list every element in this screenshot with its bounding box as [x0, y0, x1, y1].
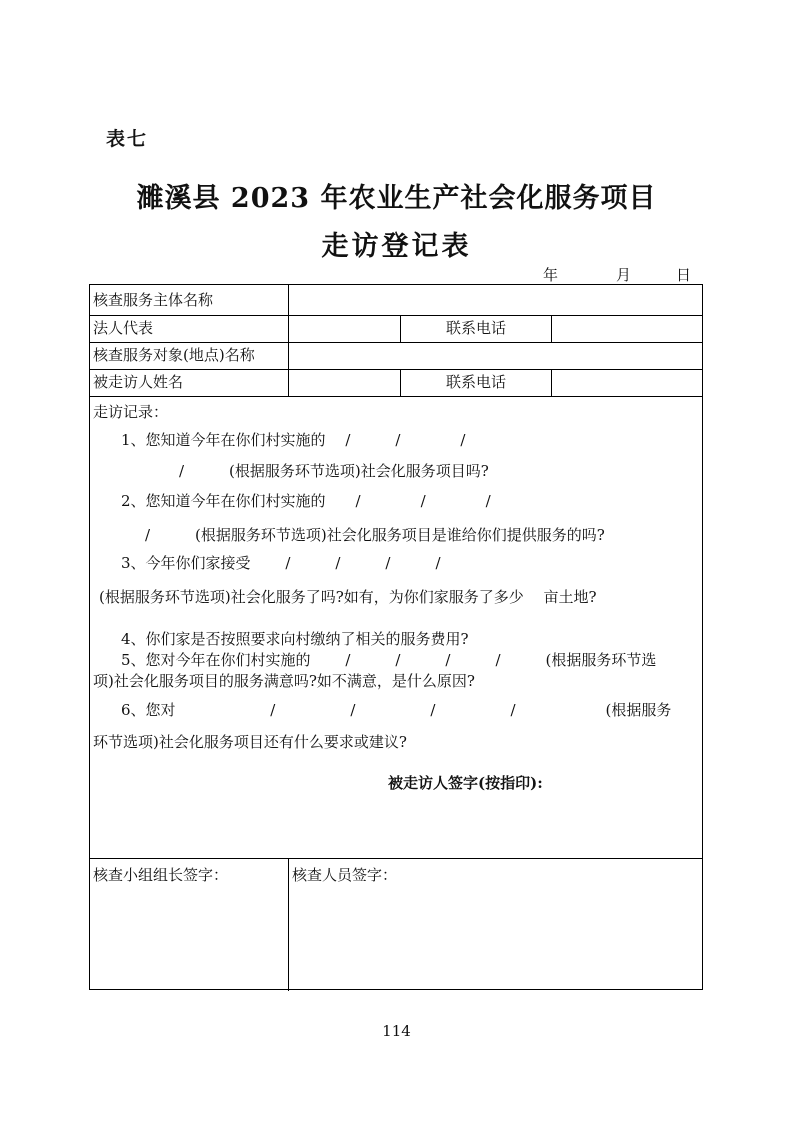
page-subtitle: 走访登记表 — [321, 231, 472, 262]
table-label: 表七 — [106, 128, 149, 150]
question-4: 4、你们家是否按照要求向村缴纳了相关的服务费用? — [121, 630, 469, 648]
column-divider — [288, 285, 289, 396]
subject-name-field[interactable] — [290, 287, 700, 313]
phone-label-1: 联系电话 — [445, 319, 506, 337]
question-6-line-1: 6、您对 / / / / (根据服务 — [121, 701, 672, 719]
page-number: 114 — [382, 1022, 411, 1040]
visit-registration-form — [89, 284, 703, 990]
question-1-line-2: / (根据服务环节选项)社会化服务项目吗? — [179, 462, 489, 480]
question-3-line-1: 3、今年你们家接受 / / / / — [121, 554, 441, 572]
legal-rep-label: 法人代表 — [93, 319, 154, 337]
leader-signature-label: 核查小组组长签字： — [93, 866, 229, 884]
subject-name-label: 核查服务主体名称 — [93, 291, 214, 309]
question-1-line-1: 1、您知道今年在你们村实施的 / / / — [121, 431, 466, 449]
question-2-line-2: / (根据服务环节选项)社会化服务项目是谁给你们提供服务的吗? — [145, 526, 605, 544]
legal-rep-field[interactable] — [290, 317, 398, 341]
question-6-line-2: 环节选项)社会化服务项目还有什么要求或建议? — [93, 733, 407, 751]
column-divider — [551, 369, 552, 396]
phone-field-2[interactable] — [553, 371, 701, 395]
phone-label-2: 联系电话 — [445, 373, 506, 391]
page-title: 濉溪县 2023 年农业生产社会化服务项目 — [136, 183, 657, 214]
question-2-line-1: 2、您知道今年在你们村实施的 / / / — [121, 492, 491, 510]
record-label: 走访记录： — [93, 403, 169, 421]
column-divider — [551, 315, 552, 342]
question-5-line-2: 项)社会化服务项目的服务满意吗?如不满意，是什么原因? — [93, 672, 475, 690]
row-divider — [90, 396, 702, 397]
phone-field-1[interactable] — [553, 317, 701, 341]
date-year-label: 年 — [543, 266, 559, 284]
interviewee-label: 被走访人姓名 — [93, 373, 184, 391]
interviewee-signature-label: 被走访人签字(按指印): — [388, 774, 543, 792]
row-divider — [90, 342, 702, 343]
target-name-field[interactable] — [290, 344, 700, 368]
target-name-label: 核查服务对象(地点)名称 — [93, 346, 255, 364]
interviewee-field[interactable] — [290, 371, 398, 395]
row-divider — [90, 315, 702, 316]
column-divider — [288, 858, 289, 991]
row-divider — [90, 858, 702, 859]
date-day-label: 日 — [676, 266, 692, 284]
row-divider — [90, 369, 702, 370]
date-month-label: 月 — [616, 266, 632, 284]
staff-signature-label: 核查人员签字： — [292, 866, 398, 884]
question-3-line-2: (根据服务环节选项)社会化服务了吗?如有，为你们家服务了多少 亩土地? — [99, 588, 597, 606]
question-5-line-1: 5、您对今年在你们村实施的 / / / / (根据服务环节选 — [121, 651, 657, 669]
